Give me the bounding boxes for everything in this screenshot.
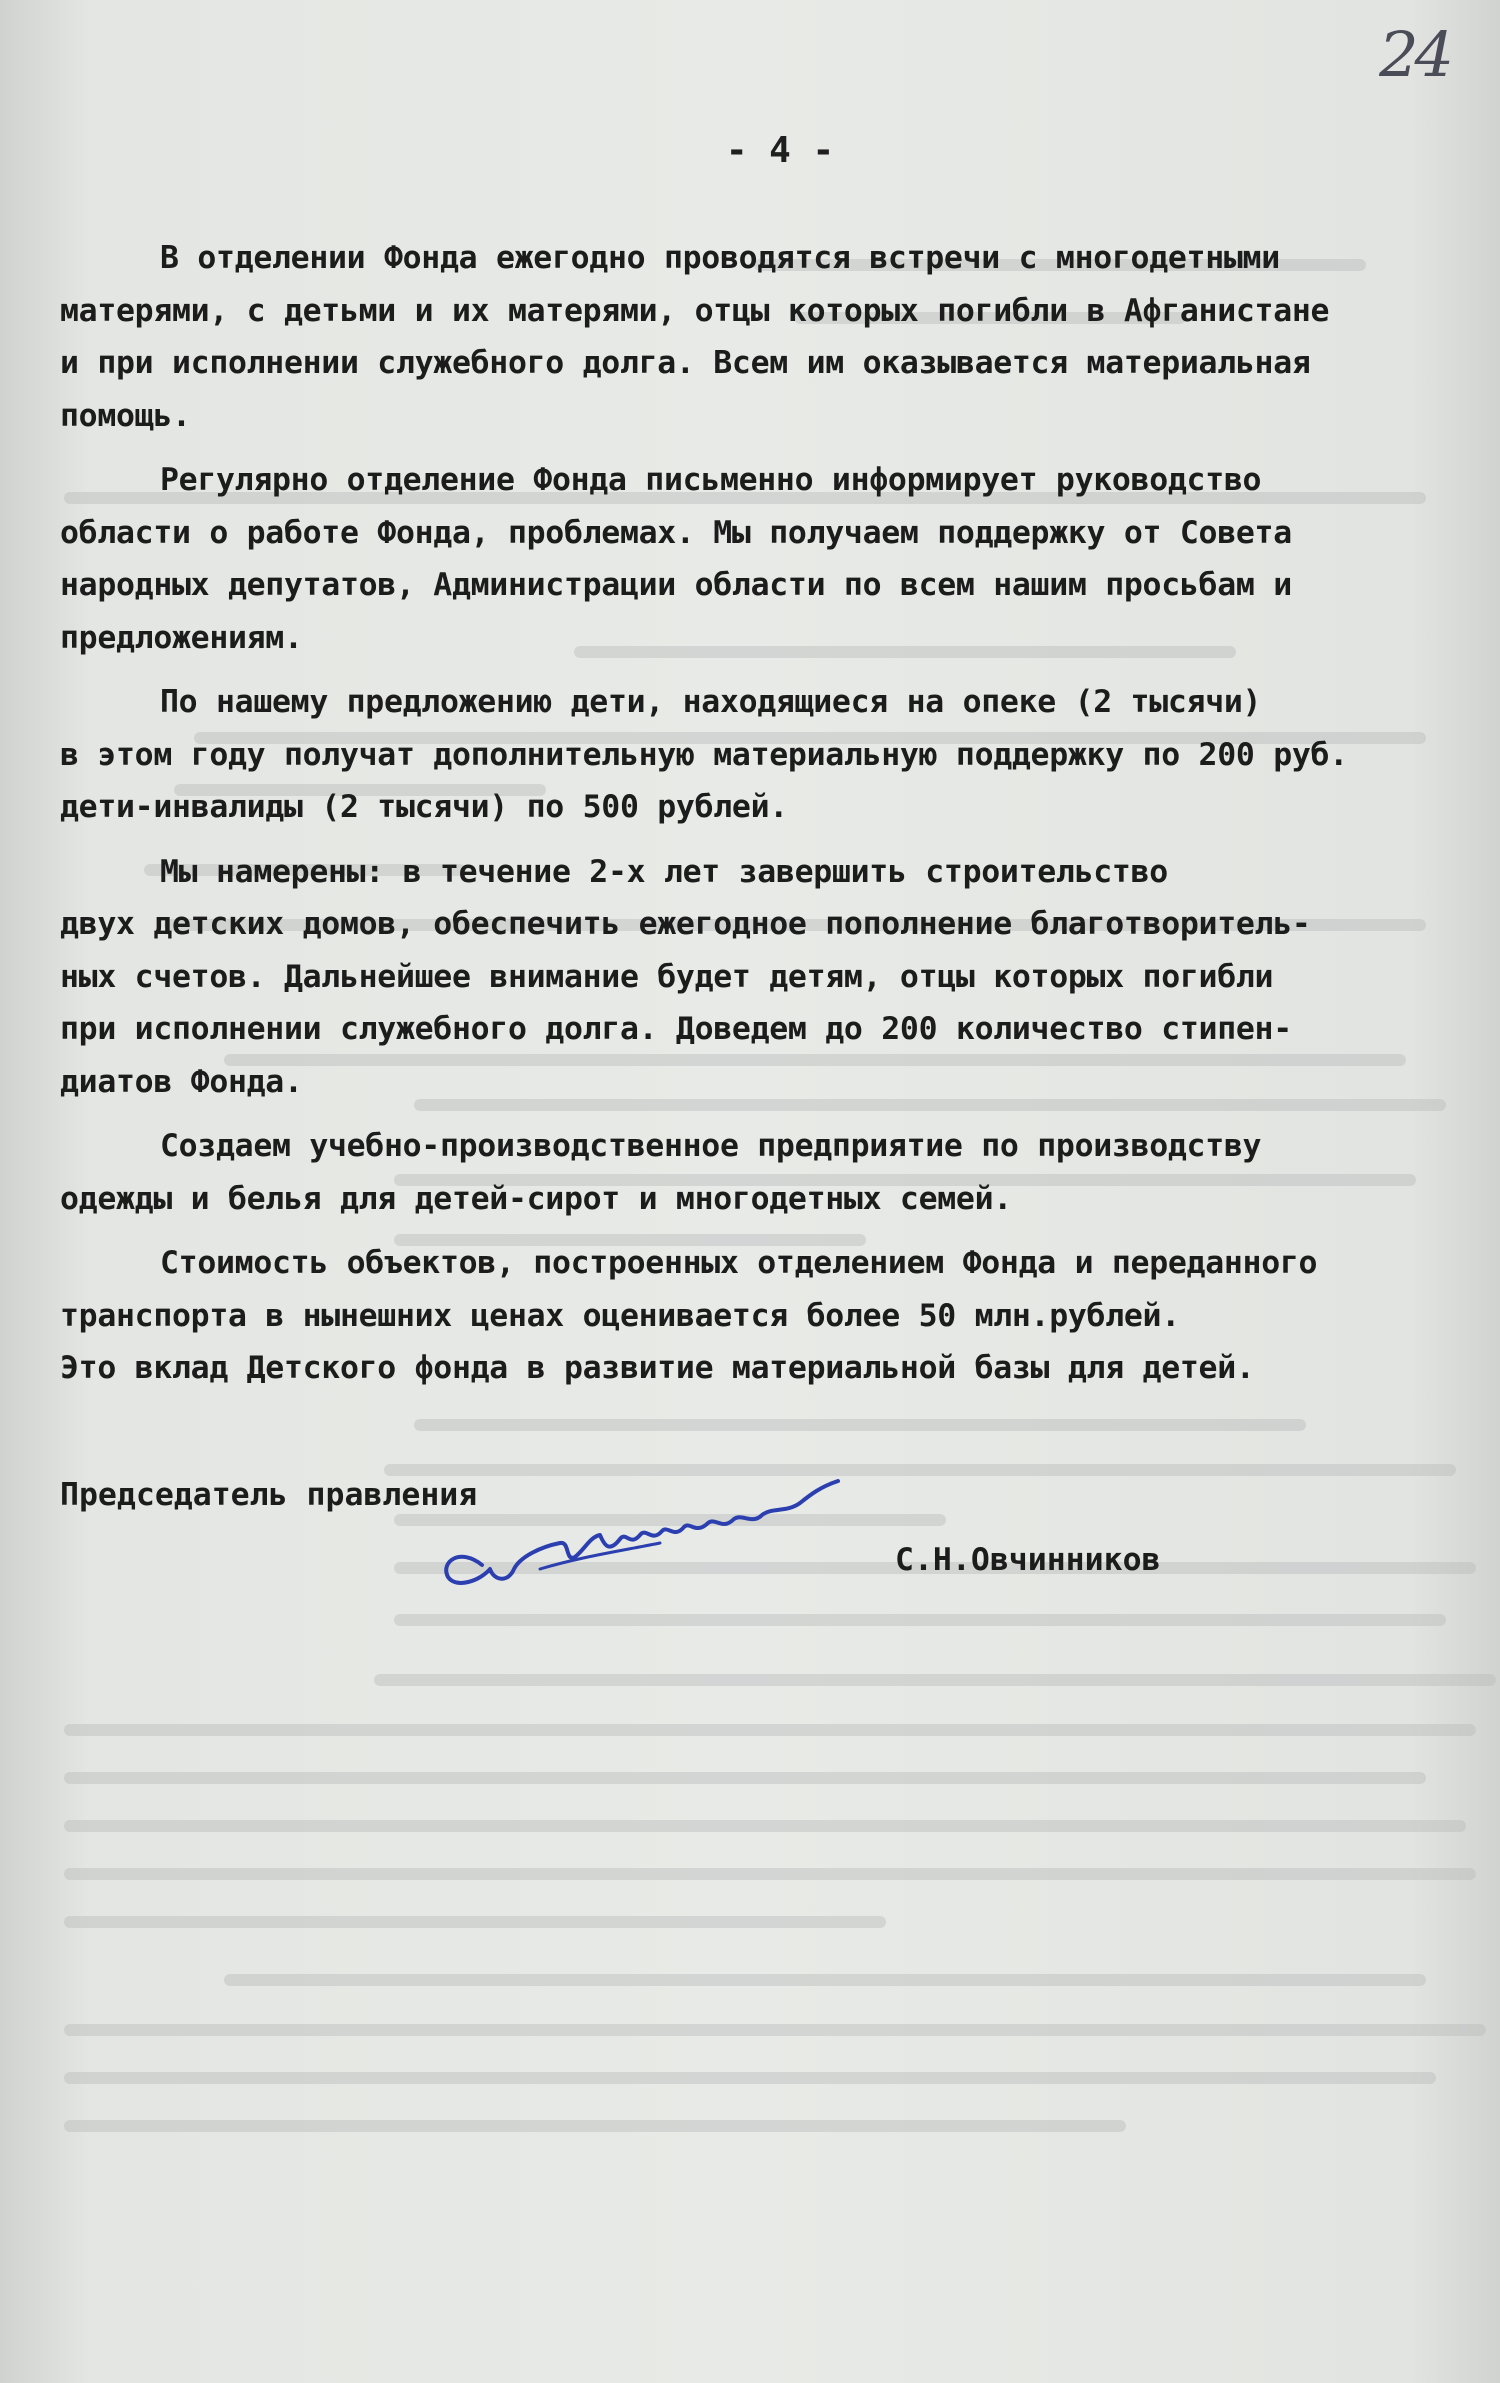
paragraph [60, 846, 1480, 1109]
page-number: - 4 - [725, 130, 835, 171]
paragraph [60, 1237, 1480, 1395]
signatory-role: Председатель правления [60, 1477, 478, 1513]
paragraph-text: Мы намерены: в течение 2-х лет завершить строительство двух детских домов, обеспечить ежегодное пополнение благотворитель- ных счетов. Дальнейшее внимание будет детям, отцы которых погибли при исполнении служебного долга. Доведем до 200 количество стипен- диатов Фонда. [60, 853, 1311, 1100]
paragraph-text: По нашему предложению дети, находящиеся на опеке (2 тысячи) в этом году получат дополнительную материальную поддержку по 200 руб. дети-инвалиды (2 тысячи) по 500 рублей. [60, 684, 1348, 825]
paragraph-text: В отделении Фонда ежегодно проводятся встречи с многодетными матерями, с детьми и их матерями, отцы которых погибли в Афганистане и при исполнении служебного долга. Всем им оказывается материальная помощь. [60, 240, 1330, 434]
signature-block [60, 1477, 1480, 1627]
paragraph [60, 1120, 1480, 1225]
paragraph-text: Создаем учебно-производственное предприятие по производству одежды и белья для детей-сирот и многодетных семей. [60, 1128, 1262, 1217]
handwritten-signature [390, 1477, 950, 1607]
paragraph [60, 454, 1480, 664]
paragraph [60, 676, 1480, 834]
paragraph [60, 232, 1480, 442]
paragraph-text: Регулярно отделение Фонда письменно информирует руководство области о работе Фонда, проблемах. Мы получаем поддержку от Совета народных депутатов, Администрации области по всем нашим просьбам и предложениям. [60, 462, 1292, 656]
archive-page-number: 24 [1379, 18, 1450, 91]
signatory-name: С.Н.Овчинников [895, 1542, 1161, 1578]
paragraph-text: Стоимость объектов, построенных отделением Фонда и переданного транспорта в нынешних ценах оценивается более 50 млн.рублей. Это вклад Детского фонда в развитие материальной базы для детей. [60, 1245, 1318, 1386]
document-body [60, 232, 1480, 1407]
